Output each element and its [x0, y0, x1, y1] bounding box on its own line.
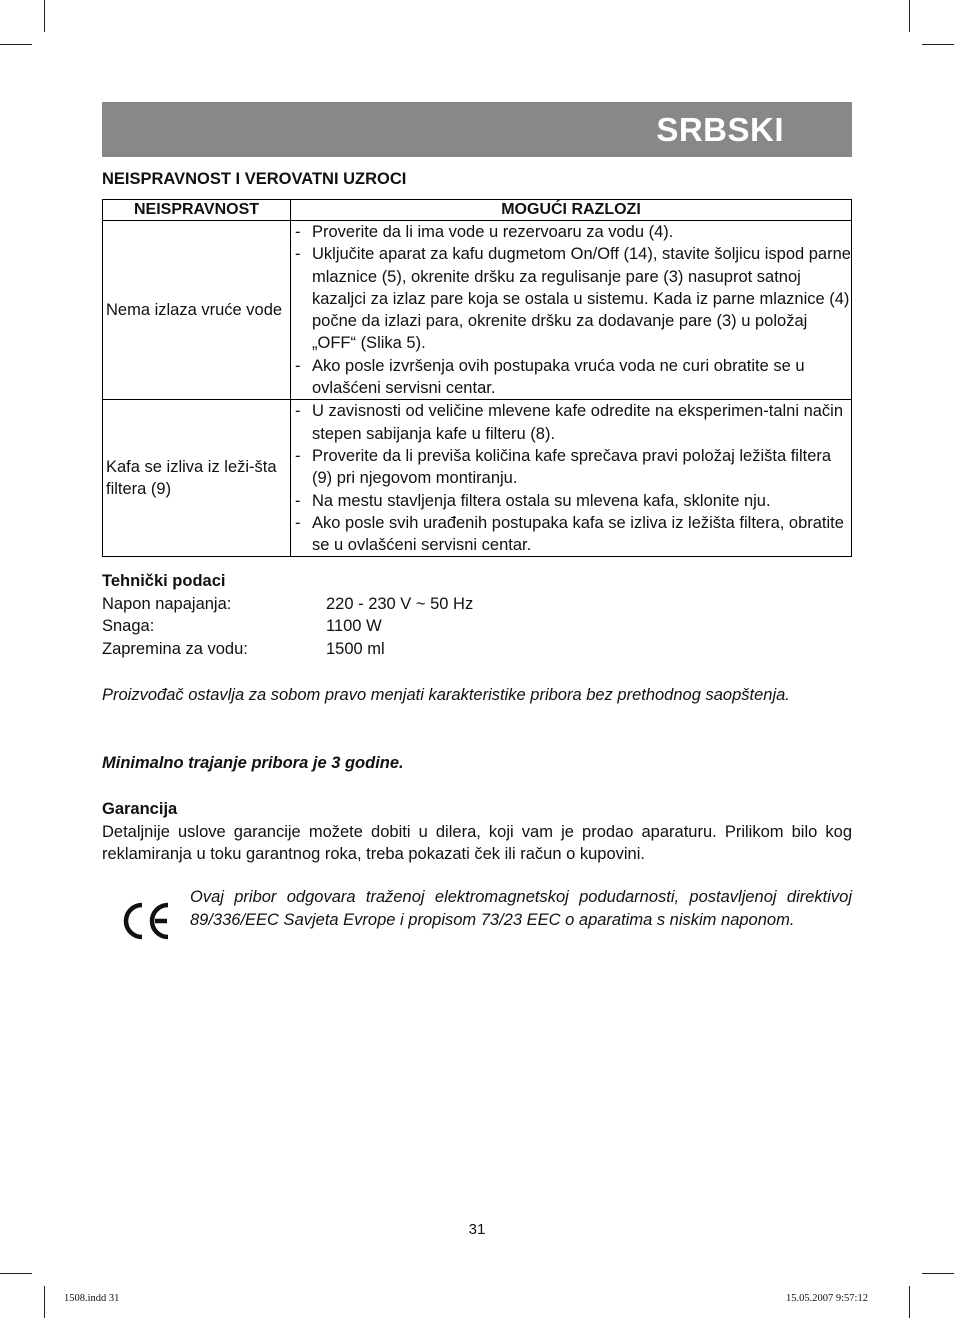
spec-row [102, 593, 852, 616]
cause-item: - Na mestu stavljenja filtera ostala su mlevena kafa, sklonite nju. [291, 490, 851, 512]
crop-mark-bottom-right-horizontal [922, 1273, 954, 1274]
spec-value: 220 - 230 V ~ 50 Hz [326, 594, 474, 613]
cause-item: - U zavisnosti od veličine mlevene kafe odredite na eksperimen-talni način stepen sabijanja kafe u filteru (8). [291, 400, 851, 445]
cause-item: - Uključite aparat za kafu dugmetom On/Off (14), stavite šoljicu ispod parne mlaznice (5), okrenite dršku za regulisanje pare (3) nasuprot satnoj kazaljci za izlaz pare koja se ostala u sistemu. Kada iz parne mlaznice (4) počne da izlazi para, okrenite dršku za dodavanje pare (3) u položaj „OFF“ (Slika 5). [291, 243, 851, 354]
problem-cell: Nema izlaza vruće vode [103, 221, 291, 400]
spec-value: 1100 W [326, 617, 382, 635]
specs-section [102, 570, 852, 660]
warranty-section [102, 798, 852, 866]
crop-mark-bottom-left-vertical [44, 1286, 45, 1318]
spec-row [102, 638, 852, 661]
column-header-problem: NEISPRAVNOST [103, 200, 291, 221]
crop-mark-bottom-right-vertical [909, 1286, 910, 1318]
language-banner [102, 102, 852, 157]
spec-label: Napon napajanja: [102, 594, 232, 613]
problem-cell: Kafa se izliva iz leži-šta filtera (9) [103, 400, 291, 557]
cause-item: - Ako posle svih urađenih postupaka kafa se izliva iz ležišta filtera, obratite se u ovlašćeni servisni centar. [291, 512, 851, 557]
cause-item: - Ako posle izvršenja ovih postupaka vruća voda ne curi obratite se u ovlašćeni servisni centar. [291, 355, 851, 400]
page-number: 31 [468, 1221, 486, 1238]
crop-mark-top-left-vertical [44, 0, 45, 32]
spec-row [102, 615, 852, 638]
cause-list [291, 221, 851, 399]
manufacturer-notice: Proizvođač ostavlja za sobom pravo menjati karakteristike pribora bez prethodnog saopštenja. [102, 686, 790, 704]
troubleshooting-table [102, 199, 852, 557]
table-row [103, 400, 852, 557]
causes-cell [291, 400, 852, 557]
causes-cell [291, 221, 852, 400]
crop-mark-top-left-horizontal [0, 44, 32, 45]
cause-item: - Proverite da li ima vode u rezervoaru za vodu (4). [291, 221, 851, 243]
language-title: SRBSKI [656, 111, 784, 148]
warranty-text: Detaljnije uslove garancije možete dobiti u dilera, koji vam je prodao aparaturu. Prilikom bilo kog reklamiranja u toku garantnog roka, treba pokazati ček ili račun o kupovini. [102, 822, 852, 863]
specs-title: Tehnički podaci [102, 572, 226, 590]
spec-value: 1500 ml [326, 639, 385, 658]
footer-file: 1508.indd 31 [64, 1293, 120, 1304]
footer-datetime: 15.05.2007 9:57:12 [786, 1293, 868, 1304]
spec-label: Zapremina za vodu: [102, 639, 248, 658]
troubleshooting-title: NEISPRAVNOST I VEROVATNI UZROCI [102, 170, 407, 188]
cause-list [291, 400, 851, 556]
table-row [103, 221, 852, 400]
warranty-title: Garancija [102, 800, 178, 818]
crop-mark-bottom-left-horizontal [0, 1273, 32, 1274]
lifetime-note: Minimalno trajanje pribora je 3 godine. [102, 754, 404, 772]
ce-mark-icon [120, 899, 174, 943]
crop-mark-top-right-vertical [909, 0, 910, 32]
column-header-causes: MOGUĆI RAZLOZI [291, 200, 852, 221]
cause-item: - Proverite da li previša količina kafe sprečava pravi položaj ležišta filtera (9) pri njegovom montiranju. [291, 445, 851, 490]
spec-label: Snaga: [102, 617, 155, 635]
ce-compliance-text: Ovaj pribor odgovara traženoj elektromagnetskoj podudarnosti, postavljenoj direktivoj 89/336/EEC Savjeta Evrope i propisom 73/23 EEC o aparatima s niskim naponom. [190, 888, 852, 929]
crop-mark-top-right-horizontal [922, 44, 954, 45]
table-header-row [103, 200, 852, 221]
